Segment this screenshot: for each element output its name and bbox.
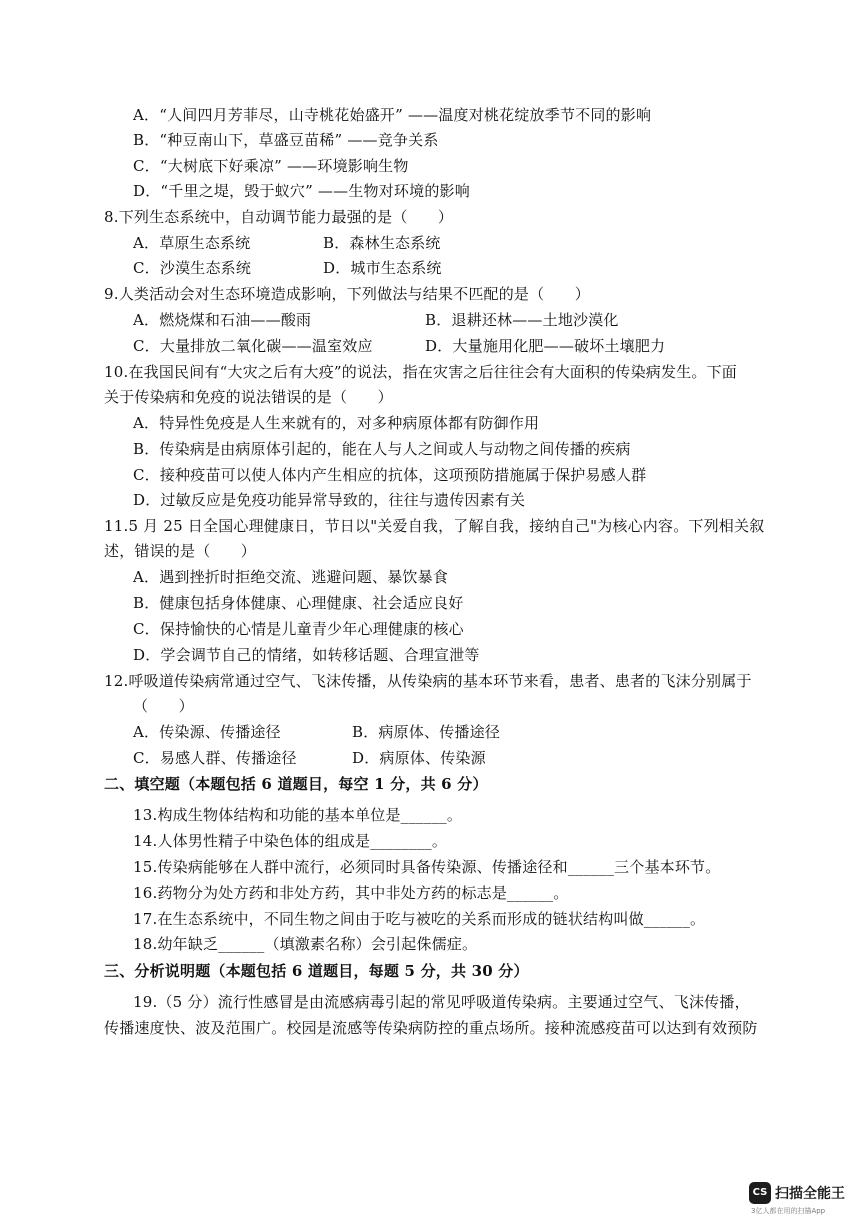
q12-stem-line1: 12.呼吸道传染病常通过空气、飞沫传播，从传染病的基本环节来看，患者、患者的飞沫分别属于 [104,672,752,690]
cs-logo-icon: CS [749,1182,771,1204]
q10-option-d: D．过敏反应是免疫功能异常导致的，往往与遗传因素有关 [133,491,526,509]
q9-option-b: B．退耕还林——土地沙漠化 [425,311,619,329]
q10-option-a: A．特异性免疫是人生来就有的，对多种病原体都有防御作用 [133,414,540,432]
q12-option-b: B．病原体、传播途径 [352,723,501,741]
q8-option-d: D．城市生态系统 [323,259,442,277]
q10-stem-line1: 10.在我国民间有“大灾之后有大疫”的说法，指在灾害之后往往会有大面积的传染病发生。下面 [104,363,737,381]
q8-option-c: C．沙漠生态系统 [133,259,252,277]
scanner-watermark [749,1180,853,1220]
q15-item: 15.传染病能够在人群中流行，必须同时具备传染源、传播途径和______三个基本环节。 [133,858,721,876]
q12-stem-line2: （ ） [133,697,194,715]
section2-heading: 二、填空题（本题包括 6 道题目，每空 1 分，共 6 分） [104,775,488,793]
q9-option-c: C．大量排放二氧化碳——温室效应 [133,337,373,355]
q8-option-b: B．森林生态系统 [323,234,441,252]
q9-stem: 9.人类活动会对生态环境造成影响，下列做法与结果不匹配的是（ ） [104,285,590,303]
q9-option-d: D．大量施用化肥——破坏土壤肥力 [425,337,666,355]
q13-item: 13.构成生物体结构和功能的基本单位是______。 [133,806,463,824]
q7-option-d: D．“千里之堤，毁于蚁穴” ——生物对环境的影响 [133,182,470,200]
q11-stem-line1: 11.5 月 25 日全国心理健康日，节日以"关爱自我，了解自我，接纳自己"为核心内容。下列相关叙 [104,517,765,535]
q7-option-b: B．“种豆南山下，草盛豆苗稀” ——竞争关系 [133,131,439,149]
q17-item: 17.在生态系统中，不同生物之间由于吃与被吃的关系而形成的链状结构叫做______。 [133,910,706,928]
q11-option-a: A．遇到挫折时拒绝交流、逃避问题、暴饮暴食 [133,568,449,586]
q19-line1: 19.（5 分）流行性感冒是由流感病毒引起的常见呼吸道传染病。主要通过空气、飞沫传播， [133,993,750,1011]
q19-line2: 传播速度快、波及范围广。校园是流感等传染病防控的重点场所。接种流感疫苗可以达到有效预防 [104,1019,758,1037]
q11-option-d: D．学会调节自己的情绪，如转移话题、合理宣泄等 [133,646,480,664]
q16-item: 16.药物分为处方药和非处方药，其中非处方药的标志是______。 [133,884,569,902]
watermark-name: 扫描全能王 [775,1186,845,1202]
q9-option-a: A．燃烧煤和石油——酸雨 [133,311,312,329]
section3-heading: 三、分析说明题（本题包括 6 道题目，每题 5 分，共 30 分） [104,962,529,980]
q12-option-d: D．病原体、传染源 [352,749,486,767]
q10-option-c: C．接种疫苗可以使人体内产生相应的抗体，这项预防措施属于保护易感人群 [133,466,647,484]
q8-option-a: A．草原生态系统 [133,234,251,252]
q12-option-c: C．易感人群、传播途径 [133,749,297,767]
q7-option-a: A．“人间四月芳菲尽，山寺桃花始盛开” ——温度对桃花绽放季节不同的影响 [133,106,652,124]
q10-stem-line2: 关于传染病和免疫的说法错误的是（ ） [104,388,393,406]
q8-stem: 8.下列生态系统中，自动调节能力最强的是（ ） [104,208,454,226]
q14-item: 14.人体男性精子中染色体的组成是________。 [133,832,448,850]
q11-option-b: B．健康包括身体健康、心理健康、社会适应良好 [133,594,464,612]
q10-option-b: B．传染病是由病原体引起的，能在人与人之间或人与动物之间传播的疾病 [133,440,631,458]
q12-option-a: A．传染源、传播途径 [133,723,281,741]
q7-option-c: C．“大树底下好乘凉” ——环境影响生物 [133,157,409,175]
q18-item: 18.幼年缺乏______（填激素名称）会引起侏儒症。 [133,935,478,953]
q11-stem-line2: 述，错误的是（ ） [104,542,257,560]
q11-option-c: C．保持愉快的心情是儿童青少年心理健康的核心 [133,620,464,638]
watermark-tagline: 3亿人都在用的扫描App [751,1207,826,1215]
